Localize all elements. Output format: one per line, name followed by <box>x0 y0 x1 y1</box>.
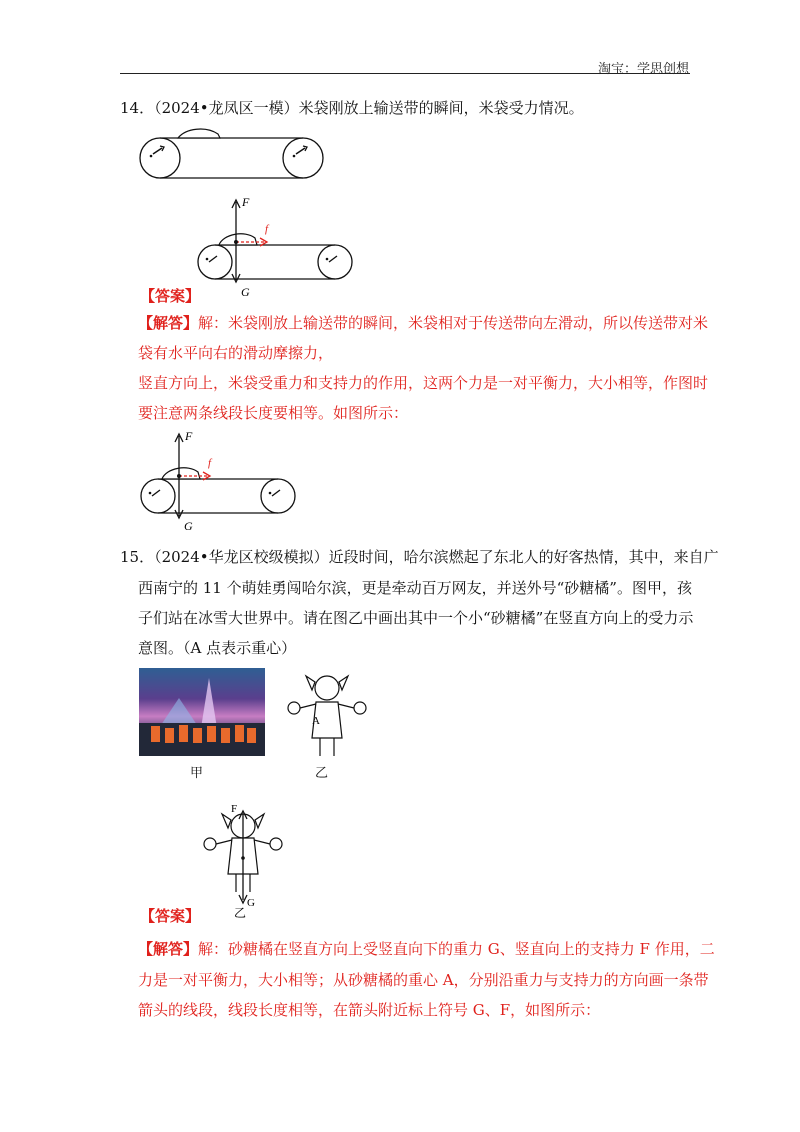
solution-15-line-3: 箭头的线段，线段长度相等，在箭头附近标上符号 G、F，如图所示： <box>138 1001 601 1019</box>
question-source: （2024•龙凤区一模） <box>154 99 299 117</box>
label-F: F <box>242 195 250 209</box>
solution-15-line-1: 【解答】解：砂糖橘在竖直方向上受竖直向下的重力 G、竖直向上的支持力 F 作用，二 <box>138 940 715 958</box>
label-G: G <box>184 519 193 533</box>
label-f: f <box>208 457 212 469</box>
child-force-diagram <box>198 800 293 918</box>
child-figure <box>282 668 377 763</box>
question-15-line-4: 意图。（A 点表示重心） <box>138 639 297 657</box>
header-divider <box>120 73 690 74</box>
page-header: 淘宝：学思创想 <box>597 62 689 77</box>
label-G: G <box>241 285 250 299</box>
solution-15-line-2: 力是一对平衡力，大小相等；从砂糖橘的重心 A，分别沿重力与支持力的方向画一条带 <box>138 971 709 989</box>
label-G: G <box>247 897 255 909</box>
question-15-line-2: 西南宁的 11 个萌娃勇闯哈尔滨，更是牵动百万网友，并送外号“砂糖橘”。图甲，孩 <box>138 579 692 597</box>
label-f: f <box>265 223 269 235</box>
question-15-line-3: 子们站在冰雪大世界中。请在图乙中画出其中一个小“砂糖橘”在竖直方向上的受力示 <box>138 609 694 627</box>
solution-14-line-1: 【解答】解：米袋刚放上输送带的瞬间，米袋相对于传送带向左滑动，所以传送带对米 <box>138 314 709 332</box>
force-diagram-14-answer <box>138 428 303 536</box>
question-text: 米袋刚放上输送带的瞬间，米袋受力情况。 <box>298 99 584 117</box>
label-F: F <box>231 803 238 815</box>
question-15-line-1: 15．（2024•华龙区校级模拟）近段时间，哈尔滨燃起了东北人的好客热情，其中，来自广 <box>120 548 719 566</box>
point-a-label: A <box>312 715 320 727</box>
question-number: 15． <box>120 548 155 566</box>
question-source: （2024•华龙区校级模拟） <box>154 548 329 566</box>
conveyor-belt-figure <box>138 128 328 188</box>
force-diagram-14 <box>195 192 360 302</box>
solution-label: 【解答】 <box>138 940 199 958</box>
question-14 <box>120 98 584 118</box>
caption-yi: 乙 <box>234 906 247 918</box>
solution-14-line-2: 袋有水平向右的滑动摩擦力， <box>138 344 334 362</box>
solution-label: 【解答】 <box>138 314 199 332</box>
answer-label-14: 【答案】 <box>140 287 201 305</box>
ice-world-photo <box>139 668 265 756</box>
answer-label-15: 【答案】 <box>140 907 201 925</box>
question-number: 14． <box>120 99 155 117</box>
label-F: F <box>185 429 193 443</box>
solution-14-line-4: 要注意两条线段长度要相等。如图所示： <box>138 404 409 422</box>
caption-jia: 甲 <box>190 766 204 781</box>
solution-14-line-3: 竖直方向上，米袋受重力和支持力的作用，这两个力是一对平衡力，大小相等，作图时 <box>138 374 709 392</box>
caption-yi: 乙 <box>315 766 329 781</box>
